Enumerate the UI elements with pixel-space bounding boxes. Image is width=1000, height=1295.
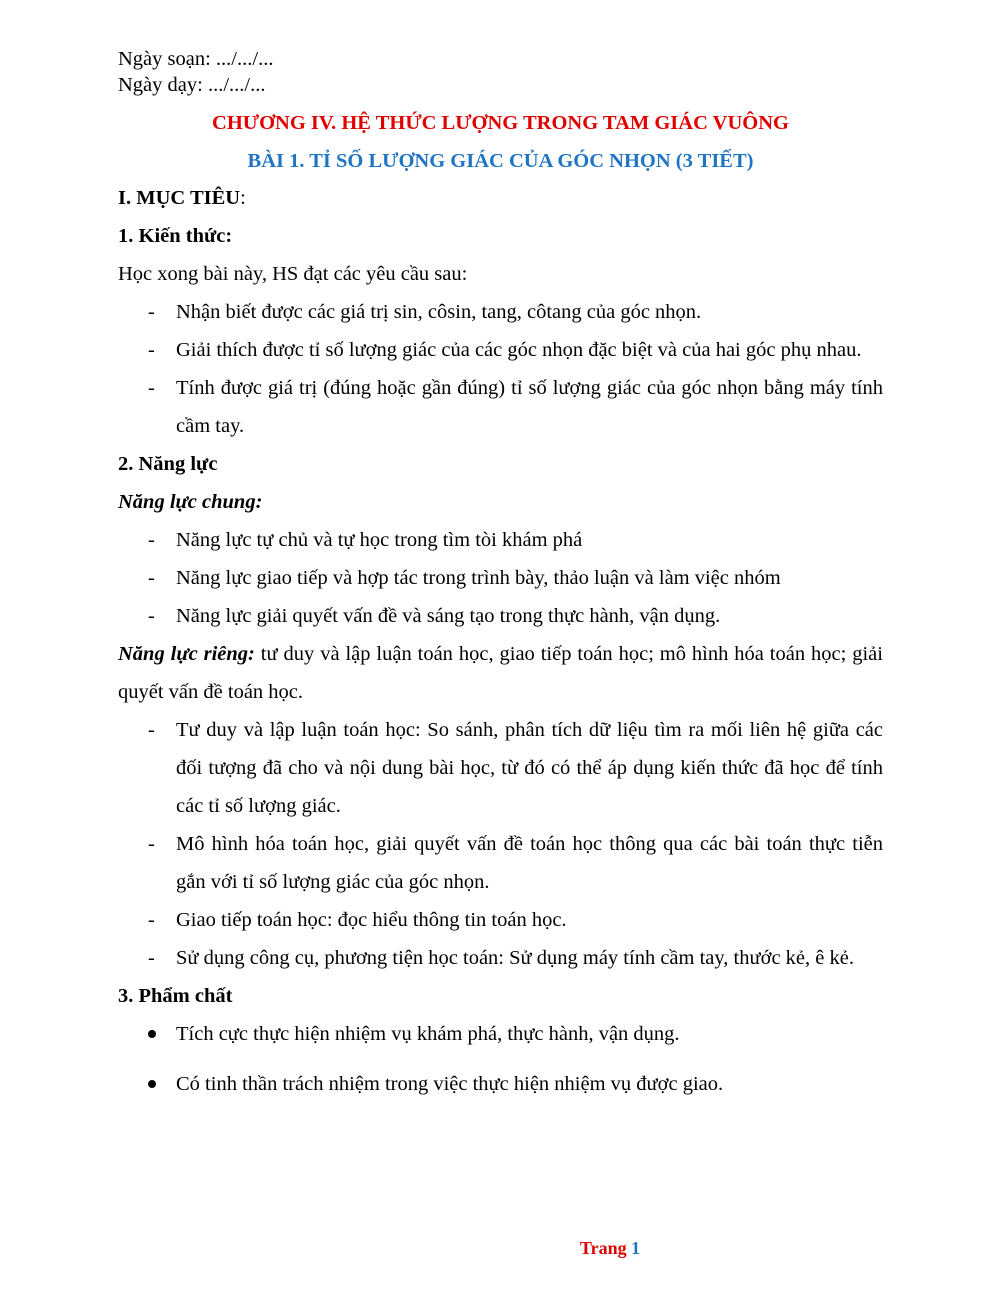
bullet-icon (148, 1030, 156, 1038)
specific-competence-text: tư duy và lập luận toán học, giao tiếp toán học; mô hình hóa toán học; giải quyết vấn đề toán học. (118, 643, 883, 703)
list-item: Tích cực thực hiện nhiệm vụ khám phá, thực hành, vận dụng. (118, 1015, 883, 1053)
lesson-title: BÀI 1. TỈ SỐ LƯỢNG GIÁC CỦA GÓC NHỌN (3 TIẾT) (247, 150, 754, 172)
footer-label: Trang (579, 1238, 627, 1258)
prep-date: Ngày soạn: .../.../... (118, 48, 274, 70)
general-competence-list (118, 521, 883, 635)
knowledge-intro: Học xong bài này, HS đạt các yêu cầu sau: (118, 263, 468, 285)
specific-competence-paragraph (118, 635, 883, 711)
list-item: - Tư duy và lập luận toán học: So sánh, phân tích dữ liệu tìm ra mối liên hệ giữa các đối tượng đã cho và nội dung bài học, từ đó có thể áp dụng kiến thức đã học để tính các tỉ số lượng giác. (148, 719, 883, 817)
list-item: - Năng lực giải quyết vấn đề và sáng tạo trong thực hành, vận dụng. (148, 605, 721, 627)
list-item: - Giao tiếp toán học: đọc hiểu thông tin toán học. (148, 909, 567, 931)
list-item: - Năng lực giao tiếp và hợp tác trong trình bày, thảo luận và làm việc nhóm (148, 567, 781, 589)
list-item: - Nhận biết được các giá trị sin, côsin, tang, côtang của góc nhọn. (148, 301, 702, 323)
knowledge-list (118, 293, 883, 445)
specific-competence-label: Năng lực riêng: (118, 643, 255, 665)
bullet-icon (148, 1080, 156, 1088)
chapter-title: CHƯƠNG IV. HỆ THỨC LƯỢNG TRONG TAM GIÁC VUÔNG (212, 112, 789, 134)
page-number: 1 (631, 1238, 641, 1258)
objectives-heading: I. MỤC TIÊU (118, 187, 241, 209)
general-competence-heading: Năng lực chung: (118, 491, 263, 513)
page-footer (0, 1238, 1000, 1259)
document-page (118, 46, 883, 1115)
teach-date: Ngày dạy: .../.../... (118, 74, 266, 96)
list-item: Có tinh thần trách nhiệm trong việc thực hiện nhiệm vụ được giao. (118, 1065, 883, 1103)
list-item: - Mô hình hóa toán học, giải quyết vấn đề toán học thông qua các bài toán thực tiễn gắn với tỉ số lượng giác của góc nhọn. (148, 833, 883, 893)
list-item: - Tính được giá trị (đúng hoặc gần đúng) tỉ số lượng giác của góc nhọn bằng máy tính cầm tay. (148, 377, 883, 437)
knowledge-heading: 1. Kiến thức: (118, 225, 233, 247)
list-item: - Năng lực tự chủ và tự học trong tìm tòi khám phá (148, 529, 583, 551)
objectives-heading-colon: : (240, 187, 246, 209)
qualities-list (118, 1015, 883, 1103)
section-heading-objectives (118, 179, 883, 217)
qualities-heading: 3. Phẩm chất (118, 985, 233, 1007)
list-item: - Giải thích được tỉ số lượng giác của các góc nhọn đặc biệt và của hai góc phụ nhau. (148, 339, 862, 361)
competence-heading: 2. Năng lực (118, 453, 218, 475)
list-item: - Sử dụng công cụ, phương tiện học toán: Sử dụng máy tính cầm tay, thước kẻ, ê kẻ. (148, 947, 854, 969)
specific-competence-list (118, 711, 883, 977)
